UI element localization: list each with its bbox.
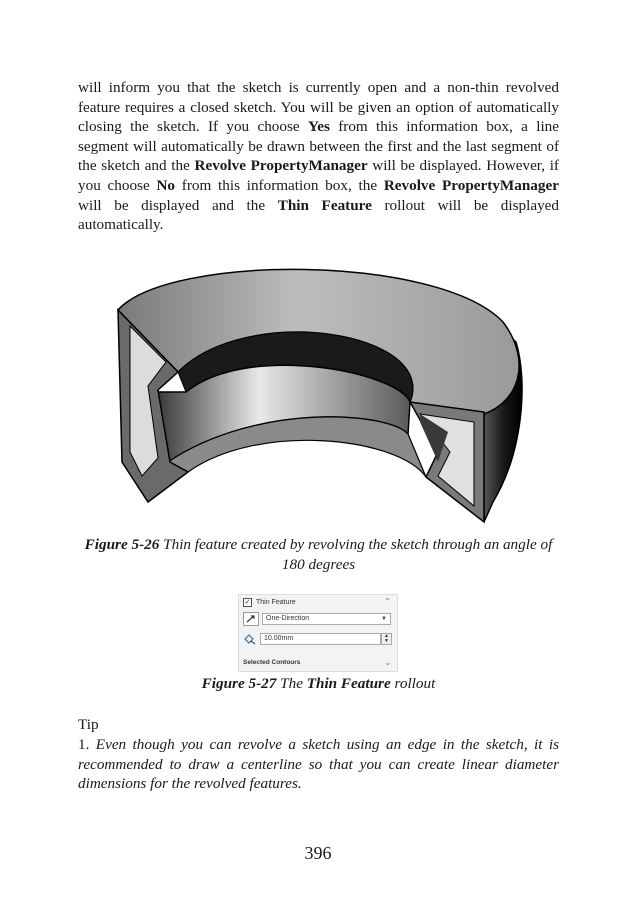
spinner-icon[interactable]: ▲ ▼ xyxy=(381,633,392,645)
figure-number: Figure 5-26 xyxy=(84,536,160,553)
rollout-title: Thin Feature xyxy=(256,599,296,606)
tip-text xyxy=(78,735,559,794)
bold-term: Revolve PropertyManager xyxy=(194,157,368,175)
thickness-row xyxy=(243,633,389,645)
page-number: 396 xyxy=(304,843,332,863)
thickness-icon xyxy=(243,633,257,645)
figure-number: Figure 5-27 xyxy=(201,675,277,692)
text-run: will be displayed. However, if you choose xyxy=(78,157,559,194)
body-paragraph xyxy=(78,78,559,235)
chevron-up-icon[interactable]: ⌃ xyxy=(384,597,391,606)
caption-bold-term: Thin Feature xyxy=(306,675,391,692)
text-run: will inform you that the sketch is currently open and a non-thin revolved feature requires a closed sketch. You will be given an option of automatically closing the sketch. If you choose xyxy=(78,79,559,136)
chevron-down-icon: ▼ xyxy=(381,616,387,622)
caption-text: Thin feature created by revolving the sketch through an angle of 180 degrees xyxy=(159,536,553,573)
revolved-thin-feature-illustration xyxy=(108,262,528,530)
figure-caption xyxy=(78,674,559,694)
caption-text: The xyxy=(276,675,307,692)
bold-term: Yes xyxy=(307,118,330,136)
thin-feature-rollout xyxy=(238,594,398,672)
selected-contours-label[interactable]: Selected Contours xyxy=(243,659,301,666)
thin-feature-checkbox[interactable]: ✓ xyxy=(244,599,251,606)
tip-body: Even though you can revolve a sketch using an edge in the sketch, it is recommended to draw a centerline so that you can create linear diameter dimensions for the revolved features. xyxy=(78,736,559,793)
bold-term: Revolve PropertyManager xyxy=(383,176,559,194)
tip-number: 1. xyxy=(78,736,90,753)
text-run: rollout will be displayed automatically. xyxy=(78,196,559,234)
text-run: from this information box, a line segment will automatically be drawn between the first and the last segment of the sketch and the xyxy=(78,118,560,175)
tip-heading: Tip xyxy=(78,716,99,733)
bold-term: No xyxy=(156,176,176,194)
thickness-value: 10.00mm xyxy=(264,635,294,642)
text-run: will be displayed and the xyxy=(78,196,278,214)
text-run: from this information box, the xyxy=(175,176,384,194)
thickness-input[interactable] xyxy=(260,633,389,645)
bold-term: Thin Feature xyxy=(277,196,372,214)
rollout-header[interactable] xyxy=(243,598,296,607)
chevron-down-icon[interactable]: ⌄ xyxy=(384,658,391,667)
reverse-direction-icon[interactable] xyxy=(243,612,259,626)
figure-caption xyxy=(78,535,559,574)
direction-row xyxy=(243,612,391,626)
direction-select[interactable] xyxy=(262,613,391,625)
caption-text: rollout xyxy=(390,675,436,692)
direction-value: One-Direction xyxy=(266,615,310,622)
